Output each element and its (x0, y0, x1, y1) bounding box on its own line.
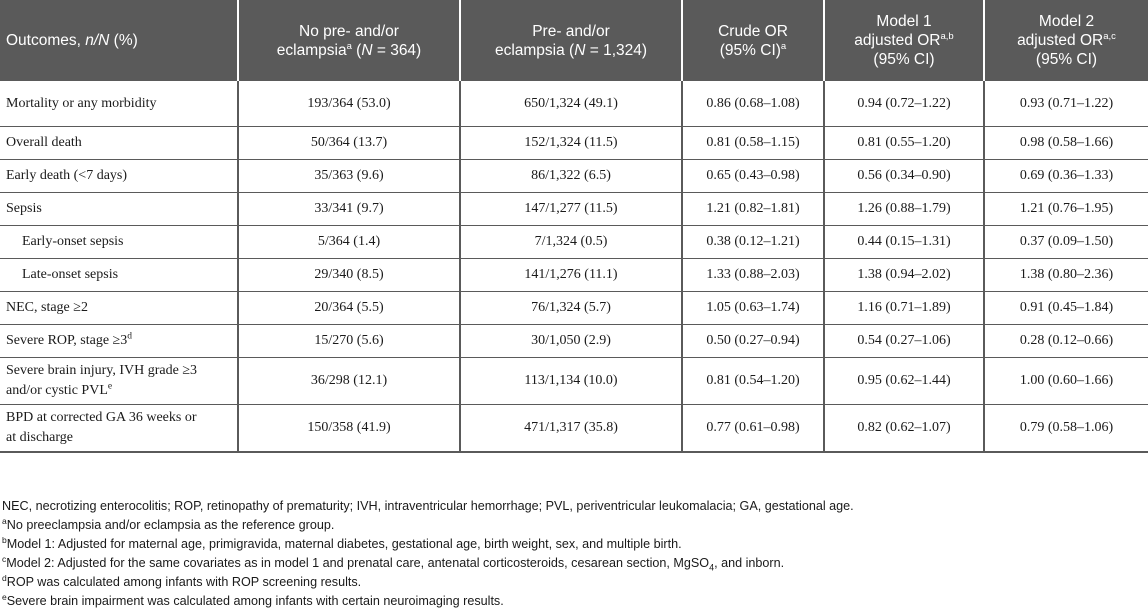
table-row (0, 127, 1148, 160)
model1-cell: 0.54 (0.27–1.06) (824, 325, 984, 358)
header-no-preeclampsia: No pre- and/or eclampsia$^a$ (N = 364) (238, 0, 460, 81)
no-pre-cell: 50/364 (13.7) (238, 127, 460, 160)
table-footnotes (2, 497, 1146, 611)
model1-cell: 1.38 (0.94–2.02) (824, 259, 984, 292)
crude-or-cell: 0.50 (0.27–0.94) (682, 325, 824, 358)
model2-cell: 1.00 (0.60–1.66) (984, 358, 1148, 405)
model1-cell: 1.16 (0.71–1.89) (824, 292, 984, 325)
header-model2-or: Model 2 adjusted OR$^{a,c}$ (95% CI) (984, 0, 1148, 81)
pre-cell: 7/1,324 (0.5) (460, 226, 682, 259)
table-row (0, 292, 1148, 325)
model2-cell: 0.79 (0.58–1.06) (984, 405, 1148, 453)
model2-cell: 1.21 (0.76–1.95) (984, 193, 1148, 226)
outcome-cell: Early death (<7 days) (0, 160, 238, 193)
outcome-cell: Mortality or any morbidity (0, 81, 238, 127)
model2-cell: 0.69 (0.36–1.33) (984, 160, 1148, 193)
pre-cell: 113/1,134 (10.0) (460, 358, 682, 405)
model2-cell: 0.98 (0.58–1.66) (984, 127, 1148, 160)
model1-cell: 0.82 (0.62–1.07) (824, 405, 984, 453)
no-pre-cell: 20/364 (5.5) (238, 292, 460, 325)
no-pre-cell: 29/340 (8.5) (238, 259, 460, 292)
table-row (0, 226, 1148, 259)
crude-or-cell: 0.81 (0.54–1.20) (682, 358, 824, 405)
pre-cell: 30/1,050 (2.9) (460, 325, 682, 358)
outcome-cell: Sepsis (0, 193, 238, 226)
crude-or-cell: 0.77 (0.61–0.98) (682, 405, 824, 453)
table-row (0, 325, 1148, 358)
header-outcomes: Outcomes, n/N (%) (0, 0, 238, 81)
crude-or-cell: 1.21 (0.82–1.81) (682, 193, 824, 226)
pre-cell: 86/1,322 (6.5) (460, 160, 682, 193)
model2-cell: 0.93 (0.71–1.22) (984, 81, 1148, 127)
footnote-c: $^c$Model 2: Adjusted for the same covariates as in model 1 and prenatal care, antenatal corticosteroids, cesarean section, MgSO$_4$, and inborn. (2, 553, 785, 573)
table-row (0, 160, 1148, 193)
no-pre-cell: 5/364 (1.4) (238, 226, 460, 259)
footnote-a: $^a$No preeclampsia and/or eclampsia as the reference group. (2, 515, 335, 532)
pre-cell: 650/1,324 (49.1) (460, 81, 682, 127)
no-pre-cell: 15/270 (5.6) (238, 325, 460, 358)
model2-cell: 0.91 (0.45–1.84) (984, 292, 1148, 325)
model2-cell: 1.38 (0.80–2.36) (984, 259, 1148, 292)
model1-cell: 0.94 (0.72–1.22) (824, 81, 984, 127)
outcome-cell: BPD at corrected GA 36 weeks or at discharge (0, 405, 238, 453)
crude-or-cell: 1.05 (0.63–1.74) (682, 292, 824, 325)
header-model1-or: Model 1 adjusted OR$^{a,b}$ (95% CI) (824, 0, 984, 81)
header-preeclampsia: Pre- and/or eclampsia (N = 1,324) (460, 0, 682, 81)
table-row (0, 193, 1148, 226)
crude-or-cell: 0.86 (0.68–1.08) (682, 81, 824, 127)
model1-cell: 0.44 (0.15–1.31) (824, 226, 984, 259)
no-pre-cell: 193/364 (53.0) (238, 81, 460, 127)
footnote-b: $^b$Model 1: Adjusted for maternal age, primigravida, maternal diabetes, gestational age, birth weight, sex, and multiple birth. (2, 534, 682, 551)
table-header-row (0, 0, 1148, 81)
model1-cell: 0.81 (0.55–1.20) (824, 127, 984, 160)
outcome-cell: Overall death (0, 127, 238, 160)
footnote-d: $^d$ROP was calculated among infants with ROP screening results. (2, 572, 362, 589)
footnote-abbreviations: NEC, necrotizing enterocolitis; ROP, retinopathy of prematurity; IVH, intraventricular hemorrhage; PVL, periventricular leukomalacia; GA, gestational age. (2, 499, 854, 513)
outcome-cell: Severe brain injury, IVH grade ≥3 and/or cystic PVL$^e$ (0, 358, 238, 405)
no-pre-cell: 150/358 (41.9) (238, 405, 460, 453)
outcome-cell: Early-onset sepsis (0, 226, 238, 259)
outcome-cell: NEC, stage ≥2 (0, 292, 238, 325)
pre-cell: 141/1,276 (11.1) (460, 259, 682, 292)
footnote-e: $^e$Severe brain impairment was calculated among infants with certain neuroimaging results. (2, 591, 504, 608)
pre-cell: 76/1,324 (5.7) (460, 292, 682, 325)
outcome-cell: Late-onset sepsis (0, 259, 238, 292)
table-row (0, 358, 1148, 405)
crude-or-cell: 0.65 (0.43–0.98) (682, 160, 824, 193)
crude-or-cell: 0.81 (0.58–1.15) (682, 127, 824, 160)
no-pre-cell: 35/363 (9.6) (238, 160, 460, 193)
crude-or-cell: 1.33 (0.88–2.03) (682, 259, 824, 292)
pre-cell: 147/1,277 (11.5) (460, 193, 682, 226)
header-crude-or: Crude OR (95% CI)$^a$ (682, 0, 824, 81)
pre-cell: 471/1,317 (35.8) (460, 405, 682, 453)
model1-cell: 0.95 (0.62–1.44) (824, 358, 984, 405)
crude-or-cell: 0.38 (0.12–1.21) (682, 226, 824, 259)
model1-cell: 0.56 (0.34–0.90) (824, 160, 984, 193)
model1-cell: 1.26 (0.88–1.79) (824, 193, 984, 226)
outcome-cell: Severe ROP, stage $\ge 3^d$ (0, 325, 238, 358)
table-row (0, 259, 1148, 292)
no-pre-cell: 36/298 (12.1) (238, 358, 460, 405)
model2-cell: 0.37 (0.09–1.50) (984, 226, 1148, 259)
table-row (0, 405, 1148, 453)
no-pre-cell: 33/341 (9.7) (238, 193, 460, 226)
model2-cell: 0.28 (0.12–0.66) (984, 325, 1148, 358)
pre-cell: 152/1,324 (11.5) (460, 127, 682, 160)
table-row (0, 81, 1148, 127)
